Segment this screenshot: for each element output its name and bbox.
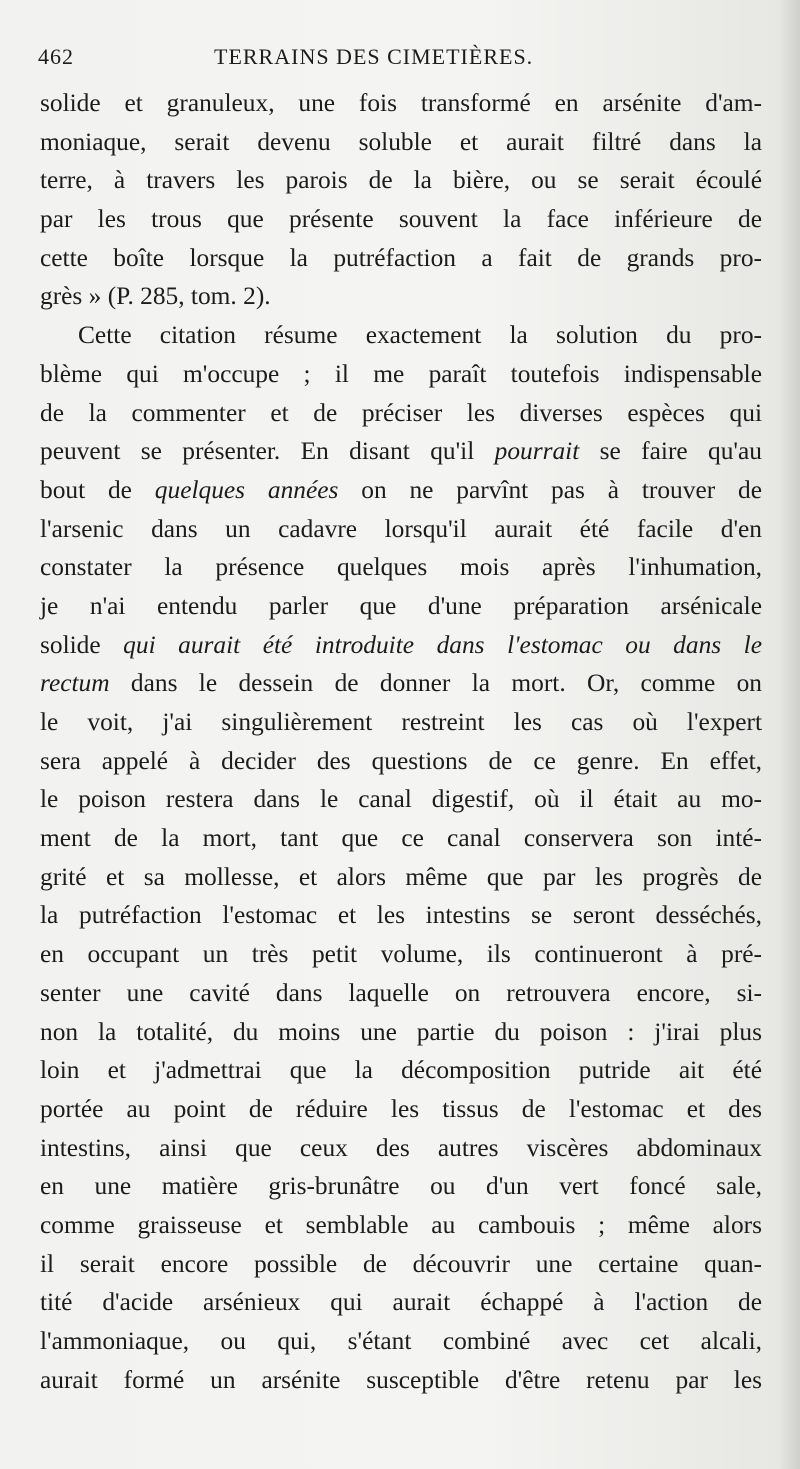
text-line-italic: quelques années <box>154 475 339 504</box>
text-line <box>40 355 762 394</box>
text-line-content: en une matière gris-brunâtre ou d'un vert foncé sale, <box>40 1172 762 1201</box>
text-line <box>40 316 762 355</box>
text-line <box>40 742 762 781</box>
text-line-content: constater la présence quelques mois après l'inhumation, <box>40 553 762 582</box>
text-line <box>40 858 762 897</box>
text-line-italic: rectum <box>40 669 110 698</box>
text-line-content: grès » (P. 285, tom. 2). <box>40 282 271 311</box>
text-line <box>40 1090 762 1129</box>
text-line-content: grité et sa mollesse, et alors même que par les progrès de <box>40 862 762 891</box>
text-line-content: comme graisseuse et semblable au cambouis ; même alors <box>40 1210 762 1239</box>
text-line-content: le voit, j'ai singulièrement restreint les cas où l'expert <box>40 708 762 736</box>
text-line-content: Cette citation résume exactement la solution du pro- <box>78 321 762 350</box>
text-line-content: par les trous que présente souvent la face inférieure de <box>40 205 762 234</box>
text-line-italic: pourrait <box>494 437 580 466</box>
text-line <box>40 1051 762 1090</box>
text-line-content: loin et j'admettrai que la décomposition putride ait été <box>40 1056 762 1085</box>
text-line-content: intestins, ainsi que ceux des autres viscères abdominaux <box>40 1133 762 1162</box>
text-line <box>40 1013 762 1052</box>
text-line-content: senter une cavité dans laquelle on retrouvera encore, si- <box>40 978 762 1007</box>
text-line-content: l'arsenic dans un cadavre lorsqu'il aurait été facile d'en <box>40 514 762 543</box>
text-line-content: la putréfaction l'estomac et les intestins se seront desséchés, <box>40 901 762 930</box>
text-line-content: cette boîte lorsque la putréfaction a fait de grands pro- <box>40 243 762 272</box>
text-line-content: sera appelé à decider des questions de ce genre. En effet, <box>40 746 762 775</box>
text-line-roman: se faire qu'au <box>579 437 762 466</box>
text-line <box>40 510 762 549</box>
text-line <box>40 896 762 935</box>
text-line <box>40 1245 762 1284</box>
text-line <box>40 84 762 123</box>
body-text <box>40 84 762 1399</box>
text-line <box>40 432 762 471</box>
text-line <box>40 974 762 1013</box>
text-line <box>40 277 762 316</box>
text-line <box>40 1206 762 1245</box>
text-line <box>40 587 762 626</box>
text-line <box>40 200 762 239</box>
text-line-content: l'ammoniaque, ou qui, s'étant combiné avec cet alcali, <box>40 1327 762 1355</box>
page-gutter-shadow <box>778 0 800 1469</box>
text-line-content: blème qui m'occupe ; il me paraît toutefois indispensable <box>40 359 762 388</box>
text-line-content: tité d'acide arsénieux qui aurait échappé à l'action de <box>40 1288 762 1317</box>
page-header <box>38 44 758 74</box>
text-line <box>40 1361 762 1400</box>
text-line <box>40 1283 762 1322</box>
text-line-roman: peuvent se présenter. En disant qu'il <box>40 437 495 466</box>
text-line-content: solide et granuleux, une fois transformé en arsénite d'am- <box>40 89 762 117</box>
text-line <box>40 1167 762 1206</box>
text-line-content: je n'ai entendu parler que d'une préparation arsénicale <box>40 591 762 620</box>
text-line <box>40 548 762 587</box>
text-line <box>40 1322 762 1361</box>
text-line <box>40 123 762 162</box>
text-line-italic: qui aurait été introduite dans l'estomac ou dans le <box>123 630 762 659</box>
text-line-content: le poison restera dans le canal digestif, où il était au mo- <box>40 785 762 814</box>
text-line <box>40 161 762 200</box>
text-line-content: de la commenter et de préciser les diverses espèces qui <box>40 398 762 427</box>
running-title: TERRAINS DES CIMETIÈRES. <box>214 44 534 69</box>
text-line <box>40 471 762 510</box>
text-line-roman: dans le dessein de donner la mort. Or, comme on <box>109 669 762 698</box>
text-line-content: portée au point de réduire les tissus de l'estomac et des <box>40 1094 762 1123</box>
text-line-content: non la totalité, du moins une partie du poison : j'irai plus <box>40 1017 762 1046</box>
text-line-roman: bout de <box>40 475 155 504</box>
text-line <box>40 239 762 278</box>
text-line <box>40 935 762 974</box>
text-line-roman: solide <box>40 630 124 659</box>
text-line-roman: on ne parvînt pas à trouver de <box>338 475 762 504</box>
text-line <box>40 394 762 433</box>
text-line-content: moniaque, serait devenu soluble et aurait filtré dans la <box>40 127 762 156</box>
text-line-content: en occupant un très petit volume, ils continueront à pré- <box>40 940 762 969</box>
text-line-content: il serait encore possible de découvrir une certaine quan- <box>40 1249 762 1278</box>
text-line <box>40 626 762 665</box>
text-line-content: ment de la mort, tant que ce canal conservera son inté- <box>40 824 762 853</box>
text-line <box>40 703 762 742</box>
text-line <box>40 819 762 858</box>
page-number: 462 <box>38 44 74 69</box>
text-line <box>40 664 762 703</box>
text-line <box>40 780 762 819</box>
text-line-content: aurait formé un arsénite susceptible d'être retenu par les <box>40 1365 762 1394</box>
text-line <box>40 1129 762 1168</box>
text-line-content: terre, à travers les parois de la bière, ou se serait écoulé <box>40 166 762 195</box>
